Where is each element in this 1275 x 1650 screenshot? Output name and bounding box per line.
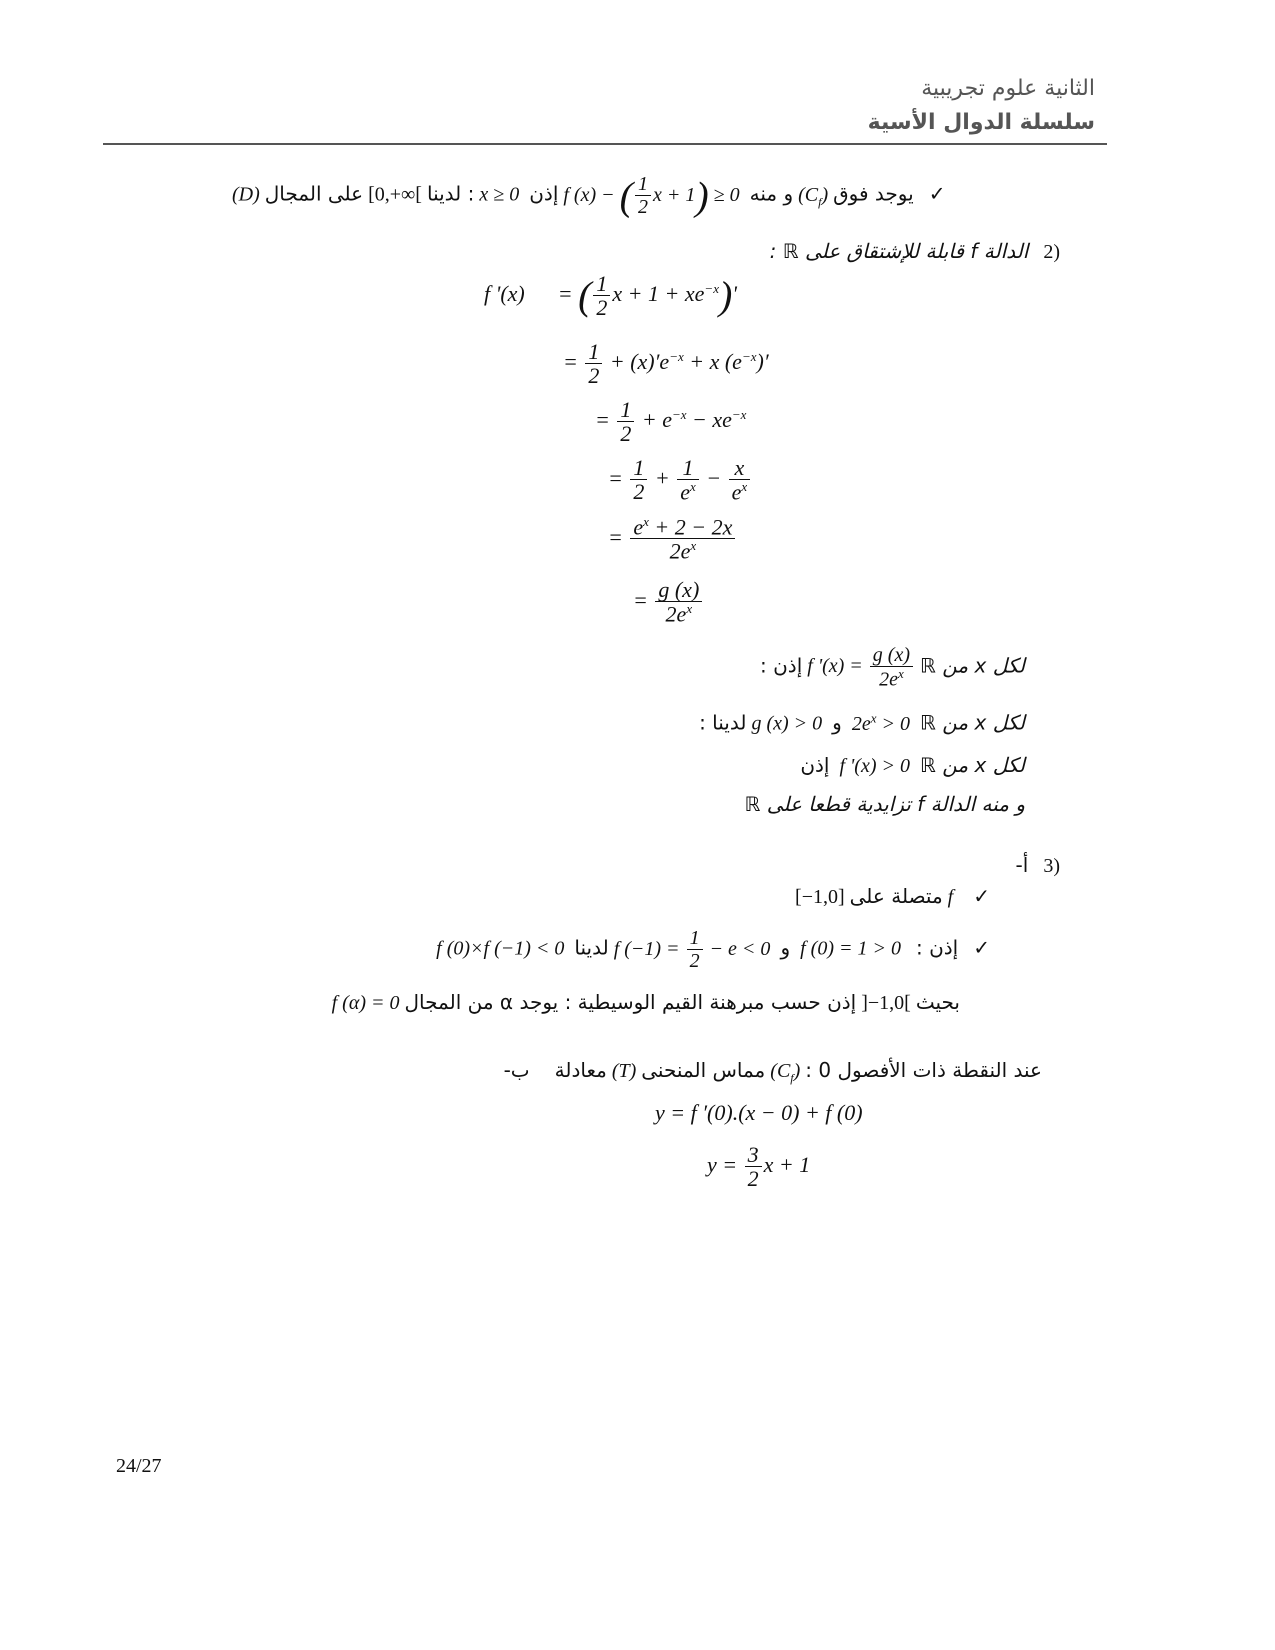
conc1-so: إذن :: [760, 653, 803, 678]
q2-number: 2): [1043, 241, 1060, 263]
conclusion-1: [760, 645, 1025, 691]
deriv-step-1: f '(x) = ( $\frac{1}{2}$ $x + 1 + xe^{-x})'$: [484, 271, 738, 321]
conc1-formula: f '(x) = $\frac{g (x)}{2e^x}$: [807, 655, 915, 677]
line1-so: إذن: [529, 181, 559, 206]
q3-such: بحيث: [915, 990, 960, 1014]
tangent-eq-2: y = $\frac{3}{2}$ x + 1: [707, 1142, 811, 1192]
conc2-have: لدينا :: [699, 710, 747, 735]
conclusion-4: و منه الدالة f تزايدية قطعا على ℝ: [744, 792, 1025, 816]
q3-b-point: عند النقطة ذات الأفصول 0 :: [805, 1058, 1042, 1082]
q3-ivt: [332, 990, 960, 1015]
deriv-step-2: = $\frac{1}{2}$ + $(x)'e^{-x} + x$ $(e^{-x})'$: [563, 339, 769, 389]
q3-f0: f (0) = 1 > 0: [800, 937, 901, 960]
line1-formula: f (x) − ( $\frac{1}{2}$ x + 1) ≥ 0: [563, 173, 745, 218]
conclusion-3: [800, 753, 1025, 778]
q3-product: f (0)×f (−1) < 0: [436, 937, 565, 960]
q3-b-tangent: مماس المنحنى: [641, 1058, 766, 1082]
conc3-expr: f '(x) > 0: [839, 755, 910, 777]
q3-ivt-text: إذن حسب مبرهنة القيم الوسيطية : يوجد α من المجال: [404, 990, 857, 1014]
check-icon: ✓: [973, 935, 990, 960]
header-divider: [103, 143, 1107, 145]
q3-number: 3): [1043, 855, 1060, 877]
line1-cond: x ≥ 0: [479, 183, 520, 206]
line1-D: (D): [232, 183, 260, 206]
q3-cont: متصلة على: [849, 884, 943, 908]
q2-text: الدالة f قابلة للإشتقاق على ℝ :: [769, 239, 1029, 263]
header-level: الثانية علوم تجريبية: [921, 76, 1095, 101]
line1-domain: على المجال: [264, 181, 364, 206]
deriv-step-5: = $\frac{e^x + 2 - 2x}{2e^x}$: [608, 515, 737, 564]
conc3-so: إذن: [800, 753, 830, 777]
header-title: سلسلة الدوال الأسية: [867, 110, 1095, 135]
page-number: 24/27: [116, 1455, 162, 1477]
deriv-step-6: = $\frac{g (x)}{2e^x}$: [633, 578, 704, 627]
line1-have: : لدينا: [426, 181, 475, 206]
conc2-and: و: [832, 710, 842, 735]
q3-f: f: [947, 886, 954, 908]
q3-have: لدينا: [574, 935, 609, 960]
q3-b-text: معادلة: [554, 1058, 607, 1082]
q3-and: و: [780, 935, 791, 960]
conc3-for: لكل x من ℝ: [920, 753, 1025, 777]
q3-line: [1016, 853, 1060, 878]
deriv-step-4: = $\frac{1}{2}$ + $\frac{1}{e^x}$ − $\frac{x}{e^x}$: [608, 456, 752, 505]
tangent-eq-1: y = f ′(0).(x − 0) + f (0): [655, 1100, 863, 1125]
line1-above: يوجد فوق: [833, 181, 914, 206]
q3-b-label: ب-: [503, 1058, 530, 1082]
q3-so: إذن :: [915, 935, 959, 960]
q3-falpha: f (α) = 0: [331, 992, 400, 1014]
deriv-step-3: = $\frac{1}{2}$ + $e^{-x} - xe^{-x}$: [595, 397, 747, 447]
conc2-for: لكل x من ℝ: [920, 710, 1025, 735]
q3-a: أ-: [1015, 853, 1029, 877]
q2-line: [770, 239, 1060, 264]
check-icon: ✓: [928, 181, 946, 206]
q3-continuity: [795, 884, 990, 909]
conc2-gx: g (x) > 0: [751, 712, 823, 735]
line-1: [232, 174, 945, 218]
q3-interval: [−1,0]: [795, 886, 845, 908]
q3-b-Cf: $(C_f)$: [770, 1060, 801, 1085]
q3-b-line: [504, 1058, 1042, 1086]
q3-b-T: (T): [611, 1060, 637, 1082]
line1-Cf: $(C_f)$: [798, 183, 829, 209]
line1-interval: [0,+∞[: [368, 183, 422, 206]
q3-values: [436, 928, 990, 972]
conc1-for: لكل x من ℝ: [920, 653, 1025, 678]
q3-fm1: f (−1) = $\frac{1}{2}$ − e < 0: [613, 927, 771, 972]
line1-and-from: و منه: [749, 181, 794, 206]
check-icon: ✓: [973, 884, 990, 908]
conc2-2ex: $2e^x > 0$: [851, 710, 910, 735]
conclusion-2: [699, 710, 1025, 736]
q3-ivt-interval: ]−1,0[: [861, 992, 911, 1014]
